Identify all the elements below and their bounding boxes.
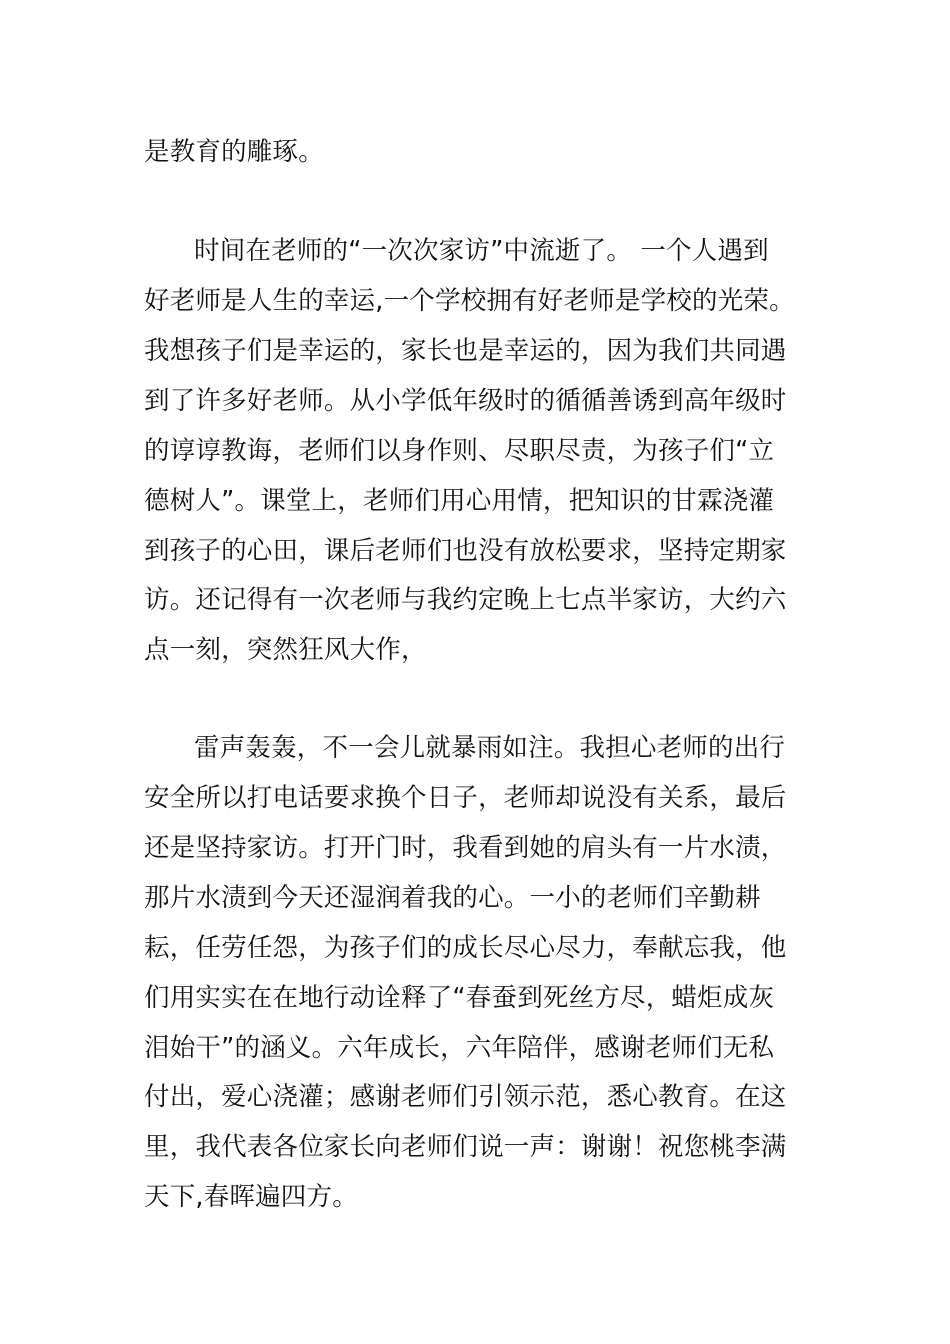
text-line: 的谆谆教诲，老师们以身作则、尽职尽责，为孩子们“立	[144, 436, 775, 466]
text-line: 雷声轰轰，不一会儿就暴雨如注。我担心老师的出行	[194, 733, 786, 763]
text-line: 安全所以打电话要求换个日子，老师却说没有关系，最后	[144, 783, 787, 813]
text-line: 还是坚持家访。打开门时，我看到她的肩头有一片水渍，	[144, 833, 787, 863]
text-line: 访。还记得有一次老师与我约定晚上七点半家访，大约六	[144, 585, 787, 615]
text-line: 那片水渍到今天还湿润着我的心。一小的老师们辛勤耕	[144, 883, 761, 913]
text-line: 德树人”。课堂上，老师们用心用情，把知识的甘霖浇灌	[144, 486, 775, 516]
text-line: 时间在老师的“一次次家访”中流逝了。 一个人遇到	[194, 236, 769, 266]
text-line: 耘，任劳任怨，为孩子们的成长尽心尽力，奉献忘我，他	[144, 933, 787, 963]
text-line: 天下,春晖遍四方。	[144, 1182, 358, 1212]
text-line: 到了许多好老师。从小学低年级时的循循善诱到高年级时	[144, 386, 787, 416]
text-line: 点一刻，突然狂风大作，	[144, 635, 427, 665]
text-line: 我想孩子们是幸运的，家长也是幸运的，因为我们共同遇	[144, 336, 787, 366]
text-line: 们用实实在在地行动诠释了“春蚕到死丝方尽，蜡炬成灰	[144, 983, 775, 1013]
text-line: 里，我代表各位家长向老师们说一声：谢谢！祝您桃李满	[144, 1132, 787, 1162]
text-line: 泪始干”的涵义。六年成长，六年陪伴，感谢老师们无私	[144, 1033, 775, 1063]
text-line: 好老师是人生的幸运,一个学校拥有好老师是学校的光荣。	[144, 286, 795, 316]
text-line: 付出，爱心浇灌；感谢老师们引领示范，悉心教育。在这	[144, 1082, 787, 1112]
text-line: 是教育的雕琢。	[144, 137, 324, 167]
text-line: 到孩子的心田，课后老师们也没有放松要求，坚持定期家	[144, 536, 787, 566]
